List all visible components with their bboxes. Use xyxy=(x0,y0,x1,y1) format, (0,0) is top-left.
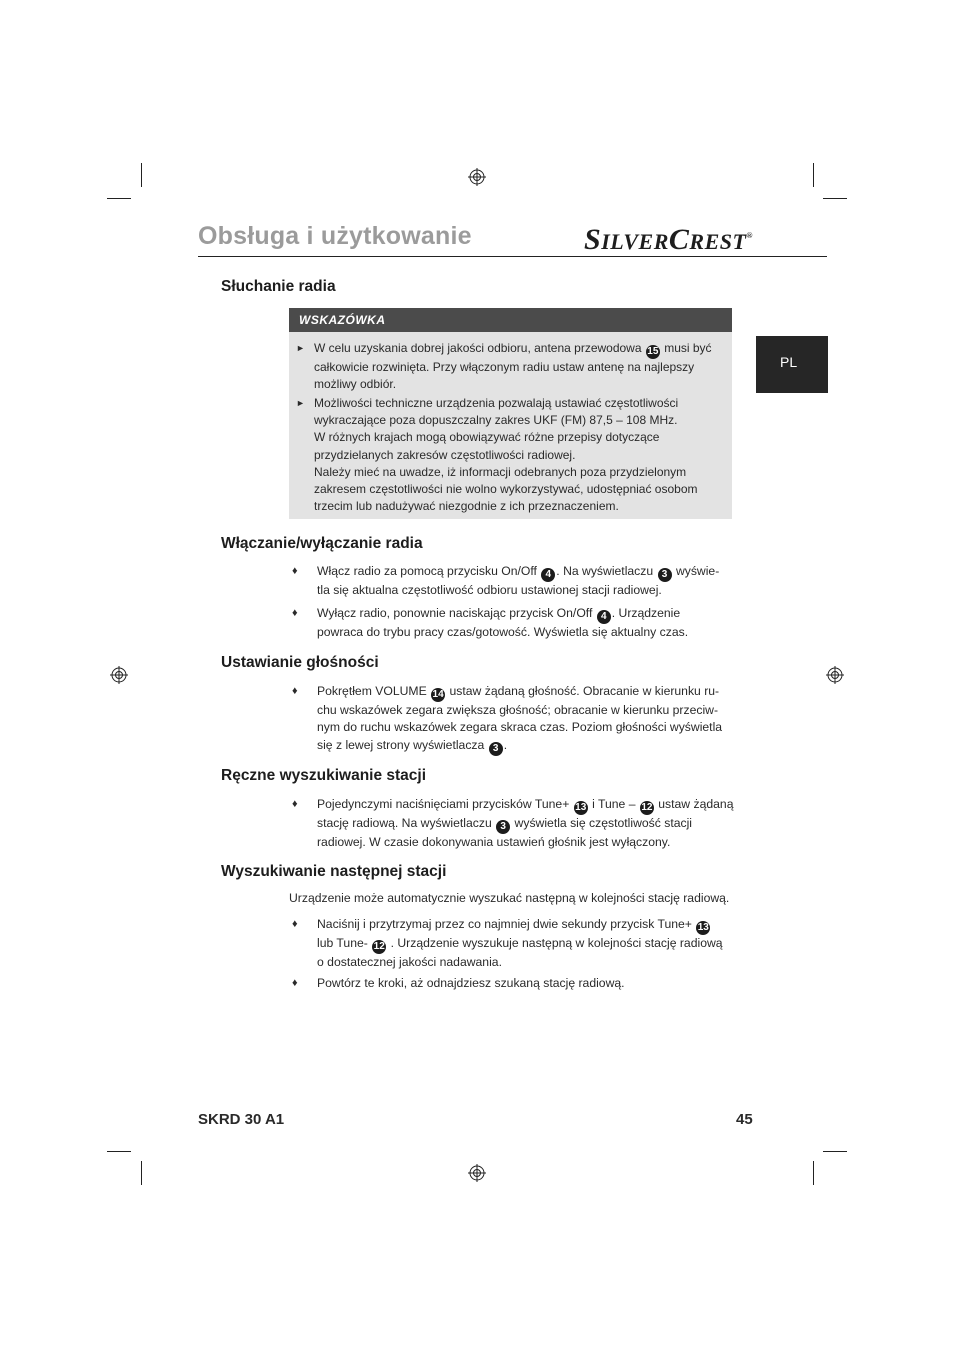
callout-number: 3 xyxy=(658,568,672,582)
page-number: 45 xyxy=(736,1111,753,1128)
callout-number: 4 xyxy=(597,610,611,624)
diamond-bullet-icon: ♦ xyxy=(292,798,298,810)
callout-number: 12 xyxy=(641,802,653,813)
crop-mark xyxy=(813,163,814,187)
silvercrest-logo: SILVERCREST® xyxy=(584,223,753,256)
crop-mark xyxy=(823,198,847,199)
language-tab: PL xyxy=(756,336,828,393)
callout-number: 13 xyxy=(575,802,587,813)
crop-mark xyxy=(813,1161,814,1185)
crop-mark xyxy=(823,1151,847,1152)
callout-number: 14 xyxy=(432,689,444,700)
crop-mark xyxy=(107,1151,131,1152)
callout-number: 3 xyxy=(489,742,503,756)
callout-number: 13 xyxy=(697,922,709,933)
model-number: SKRD 30 A1 xyxy=(198,1111,285,1128)
title-rule xyxy=(198,256,827,257)
note-header: WSKAZÓWKA xyxy=(289,308,732,332)
callout-number: 15 xyxy=(647,346,659,357)
callout-number: 4 xyxy=(541,568,555,582)
registration-mark-icon xyxy=(110,666,128,684)
crop-mark xyxy=(141,1161,142,1185)
section-heading: Wyszukiwanie następnej stacji xyxy=(221,863,447,880)
section-heading: Słuchanie radia xyxy=(221,278,336,295)
registration-mark-icon xyxy=(468,1164,486,1182)
diamond-bullet-icon: ♦ xyxy=(292,685,298,697)
registration-mark-icon xyxy=(826,666,844,684)
registration-mark-icon xyxy=(468,168,486,186)
section-heading: Włączanie/wyłączanie radia xyxy=(221,535,423,552)
callout-number: 3 xyxy=(496,820,510,834)
diamond-bullet-icon: ♦ xyxy=(292,565,298,577)
intro-paragraph: Urządzenie może automatycznie wyszukać następną w kolejności stację radiową. xyxy=(289,891,730,905)
page-title: Obsługa i użytkowanie xyxy=(198,222,472,250)
section-heading: Ustawianie głośności xyxy=(221,654,379,671)
section-heading: Ręczne wyszukiwanie stacji xyxy=(221,767,427,784)
crop-mark xyxy=(141,163,142,187)
arrow-icon: ► xyxy=(296,343,305,353)
callout-number: 12 xyxy=(373,941,385,952)
crop-mark xyxy=(107,198,131,199)
arrow-icon: ► xyxy=(296,398,305,408)
diamond-bullet-icon: ♦ xyxy=(292,918,298,930)
diamond-bullet-icon: ♦ xyxy=(292,607,298,619)
diamond-bullet-icon: ♦ xyxy=(292,977,298,989)
